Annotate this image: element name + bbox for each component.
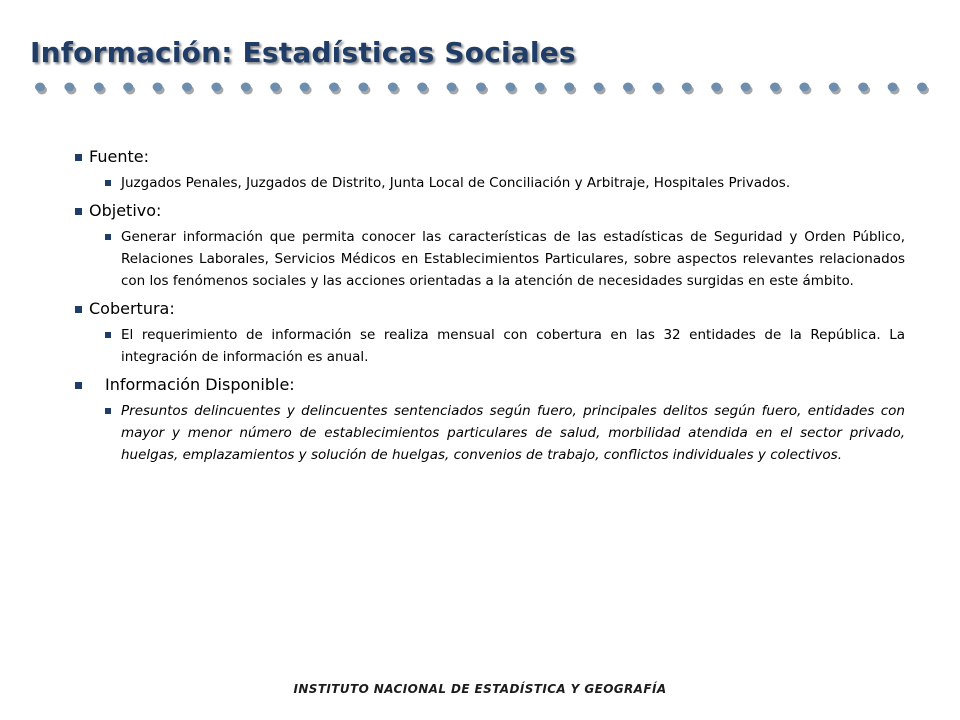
divider-dot	[94, 83, 104, 92]
divider-dot	[741, 83, 751, 92]
section-body-cobertura	[75, 324, 905, 368]
divider-dot	[682, 83, 692, 92]
section-heading-informacion-disponible	[75, 374, 905, 396]
divider-dot	[329, 83, 339, 92]
divider-dot	[829, 83, 839, 92]
divider-dot	[711, 83, 721, 92]
body-text: Juzgados Penales, Juzgados de Distrito, Junta Local de Conciliación y Arbitraje, Hospitales Privados.	[121, 175, 791, 191]
section-heading-cobertura	[75, 298, 905, 320]
bullet-square-icon	[75, 382, 82, 389]
bullet-square-icon	[75, 154, 82, 161]
divider-dot	[652, 83, 662, 92]
divider-dot	[270, 83, 280, 92]
bullet-square-icon	[75, 306, 82, 313]
divider-dot	[476, 83, 486, 92]
heading-text: Fuente:	[89, 147, 149, 166]
divider-dot	[447, 83, 457, 92]
divider-dot	[535, 83, 545, 92]
section-body-objetivo	[75, 226, 905, 292]
heading-text: Cobertura:	[89, 299, 175, 318]
divider-dot	[888, 83, 898, 92]
divider-dot	[917, 83, 927, 92]
divider-dot	[858, 83, 868, 92]
divider-dot	[770, 83, 780, 92]
title-dot-divider	[30, 78, 935, 98]
divider-dot	[123, 83, 133, 92]
bullet-square-icon	[75, 208, 82, 215]
divider-dot	[505, 83, 515, 92]
slide-content	[75, 146, 905, 472]
divider-dot	[417, 83, 427, 92]
divider-dot	[35, 83, 45, 92]
divider-dot	[211, 83, 221, 92]
section-heading-objetivo	[75, 200, 905, 222]
section-body-informacion-disponible	[75, 400, 905, 466]
bullet-square-icon	[105, 180, 111, 186]
divider-dot	[300, 83, 310, 92]
section-body-fuente	[75, 172, 905, 194]
divider-dot	[153, 83, 163, 92]
divider-dot	[594, 83, 604, 92]
footer-institution-name: INSTITUTO NACIONAL DE ESTADÍSTICA Y GEOGRAFÍA	[293, 682, 667, 696]
divider-dot	[799, 83, 809, 92]
body-text: El requerimiento de información se realiza mensual con cobertura en las 32 entidades de la República. La integración de información es anual.	[121, 327, 905, 365]
divider-dot	[241, 83, 251, 92]
divider-dot	[388, 83, 398, 92]
section-heading-fuente	[75, 146, 905, 168]
divider-dot	[358, 83, 368, 92]
divider-dot	[564, 83, 574, 92]
divider-dot	[623, 83, 633, 92]
body-text: Presuntos delincuentes y delincuentes sentenciados según fuero, principales delitos según fuero, entidades con mayor y menor número de establecimientos particulares de salud, morbilidad atendida en el sector privado, huelgas, emplazamientos y solución de huelgas, convenios de trabajo, conflictos individuales y colectivos.	[121, 403, 905, 463]
heading-text: Información Disponible:	[105, 375, 295, 394]
bullet-square-icon	[105, 332, 111, 338]
slide-title: Información: Estadísticas Sociales	[30, 36, 576, 69]
divider-dot	[64, 83, 74, 92]
bullet-square-icon	[105, 234, 111, 240]
divider-dot	[182, 83, 192, 92]
bullet-square-icon	[105, 408, 111, 414]
body-text: Generar información que permita conocer las características de las estadísticas de Seguridad y Orden Público, Relaciones Laborales, Servicios Médicos en Establecimientos Particulares, sobre aspectos relevantes relacionados con los fenómenos sociales y las acciones orientadas a la atención de necesidades surgidas en este ámbito.	[121, 229, 905, 289]
heading-text: Objetivo:	[89, 201, 162, 220]
